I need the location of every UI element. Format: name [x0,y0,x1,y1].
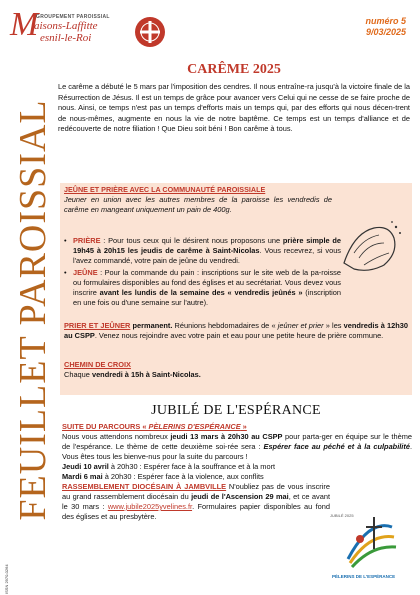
rassemblement-block [62,482,330,522]
date2-bold: Mardi 6 mai [62,472,103,481]
date2-line [62,472,412,482]
suite-text [62,432,412,462]
suite-title-b: PÈLERINS D'ESPÉRANCE [148,422,241,431]
side-title-text: FEUILLET PAROISSIAL [12,99,54,521]
logo-group-label: GROUPEMENT PAROISSIAL [36,14,110,20]
logo-m-glyph: M [10,6,39,43]
praying-hands-icon [334,213,408,275]
prier-bold2: vendredis à 12h30 au CSPP [64,321,408,340]
issn-label: ISSN 2970-0264 [4,564,9,594]
prier-text-b: » les [323,321,344,330]
prier-block [64,321,408,341]
issue-info [365,16,406,38]
suite-italic: Espérer face au péché et à la culpabilité [263,442,410,451]
croix-block [64,360,408,380]
jubile-title: JUBILÉ DE L'ESPÉRANCE [151,403,321,418]
jeune-text-b: (inscription en une fois ou d'une semaine sur l'autre). [73,288,341,307]
prier-text-c: . Venez nous rejoindre avec votre pain et eau pour une petite heure de prière commune. [94,331,384,340]
date1-line [62,462,412,472]
jubile-section [60,403,412,579]
suite-title-c: » [240,422,247,431]
lent-activities-box [60,183,412,395]
date2-text: à 20h30 : Espérer face à la violence, aux conflits [102,472,264,481]
side-title [12,60,54,560]
bullet-icon: • [64,268,67,277]
date1-text: à 20h30 : Espérer face à la souffrance et à la mort [108,462,276,471]
prier-title: PRIER ET JEÛNER [64,321,131,330]
jeune-label: JEÛNE [73,268,98,277]
suite-text-c: . Vous êtes tous les bienve-nus pour la suite du parcours ! [62,442,412,461]
issue-date: 9/03/2025 [365,27,406,37]
logo-parish-line2: esnil-le-Roi [40,32,92,44]
croix-text-a: Chaque [64,370,92,379]
ras-text-a: N'oubliez pas de vous inscrire au grand rassemblement diocésain du [62,482,330,501]
rassemblement-title: RASSEMBLEMENT DIOCÉSAIN À JAMBVILLE [62,482,227,491]
croix-title: CHEMIN DE CROIX [64,360,131,369]
header [0,0,420,46]
suite-text-a: Nous vous attendons nombreux [62,432,171,441]
prier-italic: jeûner et prier [277,321,324,330]
jubile-website-link[interactable]: www.jubile2025yvelines.fr [107,502,193,511]
logo-parish-line1: aisons-Laffitte [34,20,98,32]
suite-title [62,422,412,432]
jeune-intro: Jeuner en union avec les autres membres de la paroisse les vendredis de carême en mangeant uniquement un pain de 400g. [64,195,332,214]
jubile-logo-bottom: PÈLERINS DE L'ESPÉRANCE [332,574,396,579]
ras-bold: jeudi de l'Ascension 29 mai [191,492,289,501]
parish-logo [10,6,170,44]
cross-badge-icon [135,17,165,47]
jeune-bold: avant les lundis de la semaine des « vendredis jeûnés » [99,288,303,297]
bullet-icon: • [64,236,67,245]
priere-text-a: : Pour tous ceux qui le désirent nous proposons une [100,236,283,245]
jubile-logo-top: JUBILÉ 2025 [330,513,354,518]
date1-bold: Jeudi 10 avril [62,462,109,471]
prier-text-a: Réunions hebdomadaires de « [172,321,278,330]
jubile-logo [330,509,408,581]
suite-text-b: pour parta-ger en équipe sur le thème de l'espérance. Le thème de cette deuxième soi-rée sera : [62,432,412,451]
ras-text-b: , et ce avant le 30 mars : [62,492,331,511]
priere-bold: prière simple de 19h45 à 20h15 les jeudis de carême à Saint-Nicolas [73,236,341,255]
prier-bold: permanent. [130,321,173,330]
careme-title: CARÊME 2025 [187,62,281,77]
ras-text-c: . Formulaires papier disponibles au fond des églises et au presbytère. [62,502,330,521]
priere-text-b: . Vous recevrez, si vous l'avez commandé, votre pain de jeûne du vendredi. [73,246,342,265]
issue-number: numéro 5 [365,16,406,26]
jeune-text-a: : Pour la commande du pain : inscriptions sur le site web de la pa-roisse ou formulaires disponibles au fond des églises et au secrétariat. Vous devez vous inscrire [73,268,341,297]
suite-bold: jeudi 13 mars à 20h30 au CSPP [170,432,283,441]
jeune-title: JEÛNE ET PRIÈRE AVEC LA COMMUNAUTÉ PAROISSIALE [64,185,266,194]
careme-text: Le carême a débuté le 5 mars par l'imposition des cendres. Il nous entraîne-ra jusqu'à la victoire finale de la Résurrection de Jésus. Il est un temps de grâce pour avancer vers Celui qui ne cesse de se faire proche de nous. Ainsi, ce temps n'est pas un temps d'efforts mais un temps qui, par des efforts qui nous décen-trent de nous-mêmes, augmente en nous la vie de notre baptême. Ce temps est un temps d'alliance et de redécouverte de notre filiation ! Que Dieu soit béni ! Bon carême à tous. [58,82,411,134]
suite-title-a: SUITE DU PARCOURS « [62,422,149,431]
jeune-block [64,185,332,215]
croix-bold: vendredi à 15h à Saint-Nicolas. [91,370,201,379]
priere-label: PRIÈRE [73,236,101,245]
careme-section [58,62,410,135]
